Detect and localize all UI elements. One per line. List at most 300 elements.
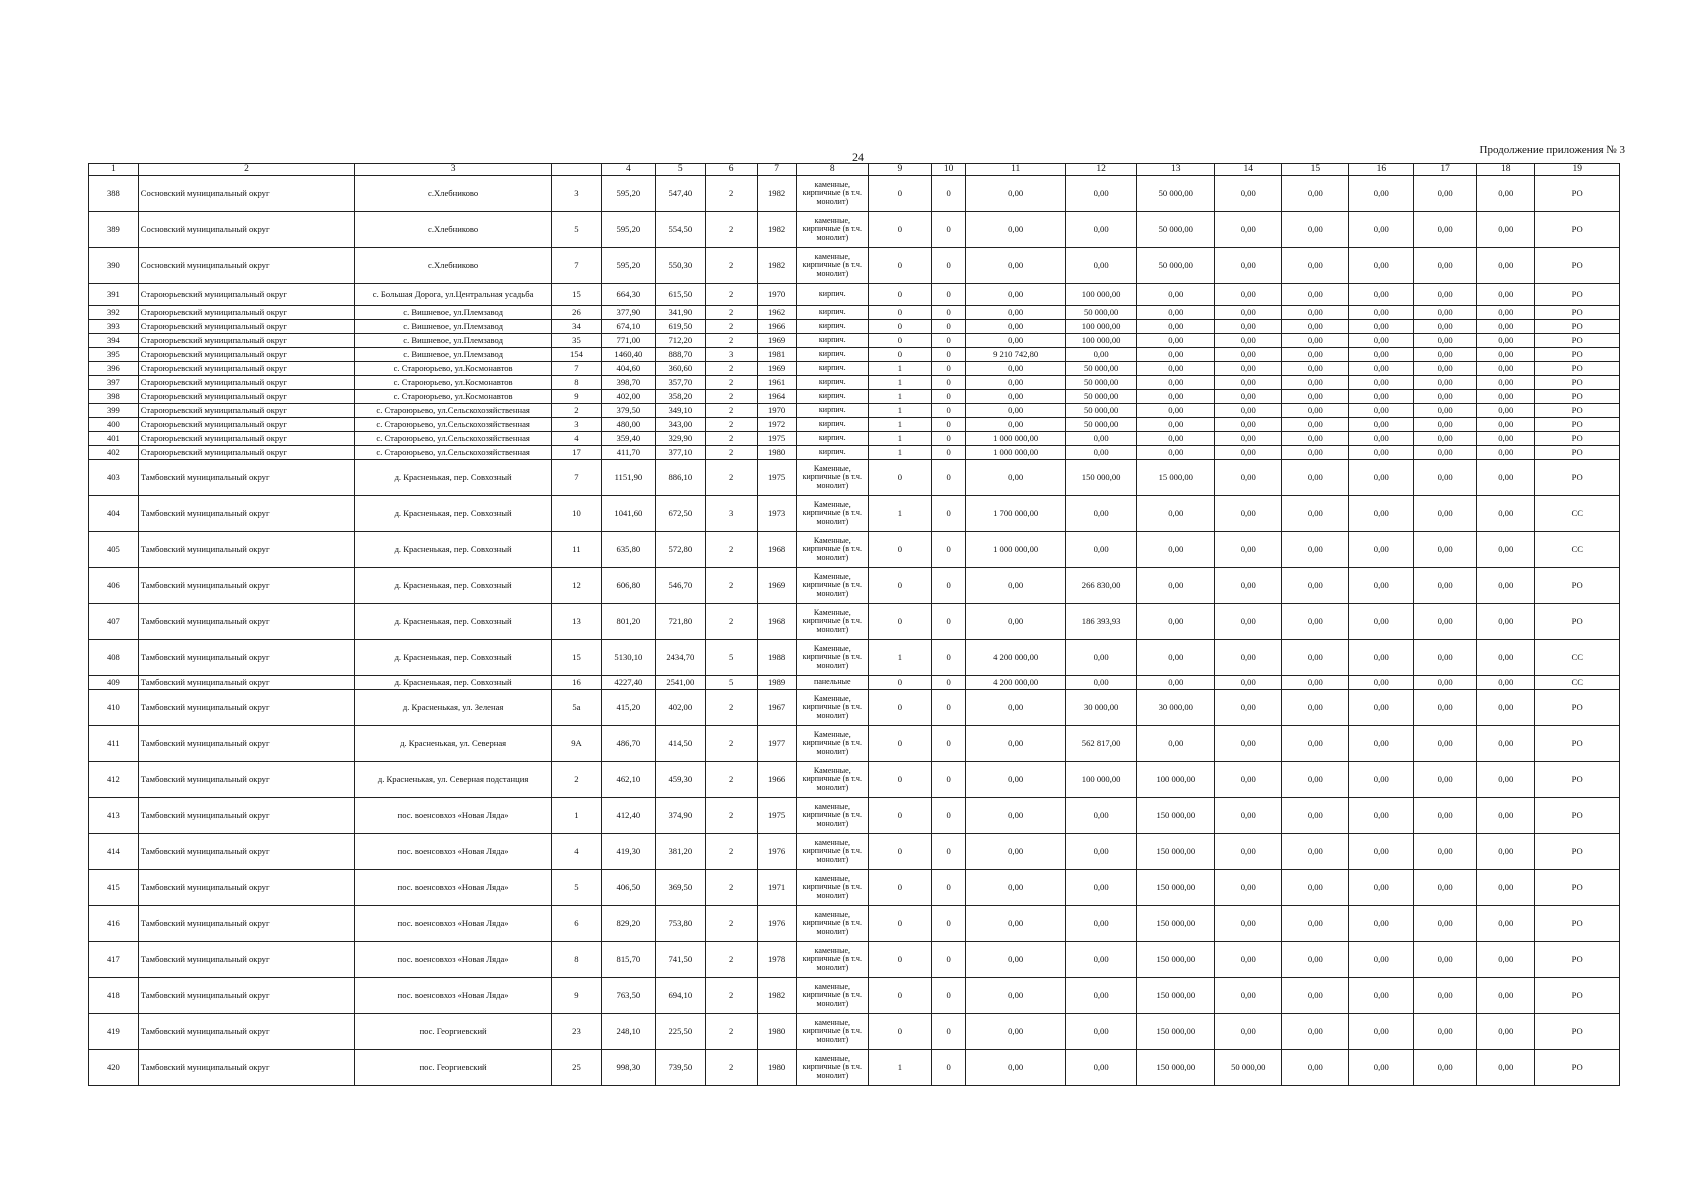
row-number-cell: 405 — [89, 532, 139, 568]
house-number-cell: 7 — [552, 362, 602, 376]
year-built-cell: 1977 — [757, 726, 796, 762]
floors-cell: 2 — [705, 942, 757, 978]
col-15-cell: 0,00 — [1282, 460, 1349, 496]
col-18-cell: 0,00 — [1477, 726, 1535, 762]
wall-material-cell: каменные, кирпичные (в т.ч. монолит) — [796, 906, 868, 942]
year-built-cell: 1970 — [757, 404, 796, 418]
living-area-cell: 343,00 — [655, 418, 705, 432]
col-19-cell: РО — [1535, 404, 1620, 418]
column-header: 10 — [931, 164, 966, 176]
col-16-cell: 0,00 — [1349, 1014, 1414, 1050]
col-13-cell: 0,00 — [1137, 418, 1215, 432]
col-12-cell: 0,00 — [1065, 870, 1136, 906]
col-18-cell: 0,00 — [1477, 532, 1535, 568]
col-15-cell: 0,00 — [1282, 248, 1349, 284]
table-row — [89, 906, 1620, 942]
year-built-cell: 1966 — [757, 320, 796, 334]
table-row — [89, 334, 1620, 348]
living-area-cell: 369,50 — [655, 870, 705, 906]
total-area-cell: 406,50 — [601, 870, 655, 906]
row-number-cell: 414 — [89, 834, 139, 870]
col-13-cell: 150 000,00 — [1137, 1050, 1215, 1086]
floors-cell: 5 — [705, 640, 757, 676]
address-cell: пос. военсовхоз «Новая Ляда» — [355, 978, 552, 1014]
col-17-cell: 0,00 — [1414, 418, 1477, 432]
col-11-cell: 4 200 000,00 — [966, 676, 1066, 690]
house-number-cell: 34 — [552, 320, 602, 334]
col-19-cell: РО — [1535, 726, 1620, 762]
col-11-cell: 0,00 — [966, 390, 1066, 404]
col-19-cell: РО — [1535, 176, 1620, 212]
row-number-cell: 397 — [89, 376, 139, 390]
municipal-district-cell: Сосновский муниципальный округ — [138, 212, 354, 248]
col-14-cell: 0,00 — [1215, 404, 1282, 418]
col-18-cell: 0,00 — [1477, 640, 1535, 676]
col-15-cell: 0,00 — [1282, 726, 1349, 762]
row-number-cell: 398 — [89, 390, 139, 404]
total-area-cell: 1041,60 — [601, 496, 655, 532]
living-area-cell: 2434,70 — [655, 640, 705, 676]
column-header: 4 — [601, 164, 655, 176]
col-15-cell: 0,00 — [1282, 404, 1349, 418]
house-number-cell: 7 — [552, 460, 602, 496]
row-number-cell: 389 — [89, 212, 139, 248]
col-16-cell: 0,00 — [1349, 906, 1414, 942]
col-19-cell: РО — [1535, 978, 1620, 1014]
col-10-cell: 0 — [931, 176, 966, 212]
col-19-cell: РО — [1535, 376, 1620, 390]
row-number-cell: 420 — [89, 1050, 139, 1086]
total-area-cell: 635,80 — [601, 532, 655, 568]
living-area-cell: 694,10 — [655, 978, 705, 1014]
col-13-cell: 0,00 — [1137, 362, 1215, 376]
floors-cell: 2 — [705, 460, 757, 496]
col-18-cell: 0,00 — [1477, 870, 1535, 906]
living-area-cell: 357,70 — [655, 376, 705, 390]
col-12-cell: 0,00 — [1065, 446, 1136, 460]
col-11-cell: 0,00 — [966, 212, 1066, 248]
year-built-cell: 1982 — [757, 978, 796, 1014]
wall-material-cell: каменные, кирпичные (в т.ч. монолит) — [796, 834, 868, 870]
house-number-cell: 8 — [552, 942, 602, 978]
address-cell: д. Красненькая, ул. Северная подстанция — [355, 762, 552, 798]
house-number-cell: 9А — [552, 726, 602, 762]
col-19-cell: РО — [1535, 212, 1620, 248]
col-10-cell: 0 — [931, 432, 966, 446]
house-number-cell: 26 — [552, 306, 602, 320]
col-14-cell: 0,00 — [1215, 568, 1282, 604]
col-19-cell: РО — [1535, 834, 1620, 870]
wall-material-cell: кирпич. — [796, 404, 868, 418]
col-9-cell: 1 — [869, 1050, 932, 1086]
col-9-cell: 1 — [869, 496, 932, 532]
table-row — [89, 496, 1620, 532]
year-built-cell: 1988 — [757, 640, 796, 676]
year-built-cell: 1978 — [757, 942, 796, 978]
col-18-cell: 0,00 — [1477, 834, 1535, 870]
col-15-cell: 0,00 — [1282, 176, 1349, 212]
col-13-cell: 0,00 — [1137, 676, 1215, 690]
col-16-cell: 0,00 — [1349, 418, 1414, 432]
col-15-cell: 0,00 — [1282, 446, 1349, 460]
column-header: 6 — [705, 164, 757, 176]
address-cell: пос. военсовхоз «Новая Ляда» — [355, 798, 552, 834]
col-15-cell: 0,00 — [1282, 212, 1349, 248]
year-built-cell: 1966 — [757, 762, 796, 798]
wall-material-cell: каменные, кирпичные (в т.ч. монолит) — [796, 176, 868, 212]
col-19-cell: РО — [1535, 284, 1620, 306]
col-9-cell: 0 — [869, 834, 932, 870]
col-19-cell: РО — [1535, 390, 1620, 404]
total-area-cell: 998,30 — [601, 1050, 655, 1086]
living-area-cell: 414,50 — [655, 726, 705, 762]
col-10-cell: 0 — [931, 690, 966, 726]
year-built-cell: 1964 — [757, 390, 796, 404]
col-14-cell: 50 000,00 — [1215, 1050, 1282, 1086]
total-area-cell: 664,30 — [601, 284, 655, 306]
municipal-district-cell: Староюрьевский муниципальный округ — [138, 320, 354, 334]
col-14-cell: 0,00 — [1215, 978, 1282, 1014]
col-13-cell: 15 000,00 — [1137, 460, 1215, 496]
col-16-cell: 0,00 — [1349, 348, 1414, 362]
col-15-cell: 0,00 — [1282, 978, 1349, 1014]
house-number-cell: 12 — [552, 568, 602, 604]
col-14-cell: 0,00 — [1215, 762, 1282, 798]
col-11-cell: 0,00 — [966, 284, 1066, 306]
col-14-cell: 0,00 — [1215, 676, 1282, 690]
col-16-cell: 0,00 — [1349, 404, 1414, 418]
col-14-cell: 0,00 — [1215, 390, 1282, 404]
municipal-district-cell: Тамбовский муниципальный округ — [138, 762, 354, 798]
address-cell: пос. военсовхоз «Новая Ляда» — [355, 834, 552, 870]
col-10-cell: 0 — [931, 376, 966, 390]
col-11-cell: 0,00 — [966, 726, 1066, 762]
living-area-cell: 341,90 — [655, 306, 705, 320]
col-19-cell: РО — [1535, 906, 1620, 942]
col-17-cell: 0,00 — [1414, 870, 1477, 906]
col-19-cell: РО — [1535, 418, 1620, 432]
wall-material-cell: Каменные, кирпичные (в т.ч. монолит) — [796, 690, 868, 726]
col-18-cell: 0,00 — [1477, 496, 1535, 532]
col-12-cell: 30 000,00 — [1065, 690, 1136, 726]
floors-cell: 2 — [705, 334, 757, 348]
table-row — [89, 640, 1620, 676]
row-number-cell: 418 — [89, 978, 139, 1014]
municipal-district-cell: Тамбовский муниципальный округ — [138, 834, 354, 870]
col-13-cell: 0,00 — [1137, 348, 1215, 362]
col-14-cell: 0,00 — [1215, 212, 1282, 248]
col-9-cell: 0 — [869, 1014, 932, 1050]
living-area-cell: 329,90 — [655, 432, 705, 446]
total-area-cell: 462,10 — [601, 762, 655, 798]
col-19-cell: РО — [1535, 1014, 1620, 1050]
table-row — [89, 690, 1620, 726]
col-19-cell: РО — [1535, 306, 1620, 320]
col-9-cell: 0 — [869, 348, 932, 362]
address-cell: с. Староюрьево, ул.Сельскохозяйственная — [355, 404, 552, 418]
wall-material-cell: каменные, кирпичные (в т.ч. монолит) — [796, 942, 868, 978]
municipal-district-cell: Староюрьевский муниципальный округ — [138, 362, 354, 376]
col-11-cell: 1 000 000,00 — [966, 446, 1066, 460]
col-11-cell: 1 700 000,00 — [966, 496, 1066, 532]
living-area-cell: 739,50 — [655, 1050, 705, 1086]
row-number-cell: 395 — [89, 348, 139, 362]
col-12-cell: 0,00 — [1065, 248, 1136, 284]
col-13-cell: 0,00 — [1137, 404, 1215, 418]
address-cell: д. Красненькая, пер. Совхозный — [355, 460, 552, 496]
wall-material-cell: кирпич. — [796, 432, 868, 446]
col-18-cell: 0,00 — [1477, 390, 1535, 404]
col-16-cell: 0,00 — [1349, 942, 1414, 978]
year-built-cell: 1970 — [757, 284, 796, 306]
col-12-cell: 0,00 — [1065, 496, 1136, 532]
wall-material-cell: кирпич. — [796, 306, 868, 320]
col-13-cell: 100 000,00 — [1137, 762, 1215, 798]
col-17-cell: 0,00 — [1414, 978, 1477, 1014]
col-14-cell: 0,00 — [1215, 906, 1282, 942]
col-11-cell: 0,00 — [966, 460, 1066, 496]
col-11-cell: 0,00 — [966, 320, 1066, 334]
col-16-cell: 0,00 — [1349, 320, 1414, 334]
house-number-cell: 2 — [552, 762, 602, 798]
house-number-cell: 23 — [552, 1014, 602, 1050]
col-17-cell: 0,00 — [1414, 348, 1477, 362]
col-12-cell: 0,00 — [1065, 640, 1136, 676]
total-area-cell: 480,00 — [601, 418, 655, 432]
col-12-cell: 0,00 — [1065, 176, 1136, 212]
col-9-cell: 0 — [869, 284, 932, 306]
living-area-cell: 377,10 — [655, 446, 705, 460]
col-11-cell: 0,00 — [966, 1014, 1066, 1050]
table-row — [89, 390, 1620, 404]
table-row — [89, 418, 1620, 432]
table-row — [89, 212, 1620, 248]
col-17-cell: 0,00 — [1414, 432, 1477, 446]
living-area-cell: 360,60 — [655, 362, 705, 376]
total-area-cell: 402,00 — [601, 390, 655, 404]
year-built-cell: 1968 — [757, 532, 796, 568]
municipal-district-cell: Тамбовский муниципальный округ — [138, 726, 354, 762]
total-area-cell: 5130,10 — [601, 640, 655, 676]
total-area-cell: 595,20 — [601, 248, 655, 284]
living-area-cell: 721,80 — [655, 604, 705, 640]
row-number-cell: 408 — [89, 640, 139, 676]
col-14-cell: 0,00 — [1215, 306, 1282, 320]
col-18-cell: 0,00 — [1477, 348, 1535, 362]
col-9-cell: 0 — [869, 248, 932, 284]
wall-material-cell: каменные, кирпичные (в т.ч. монолит) — [796, 798, 868, 834]
col-13-cell: 0,00 — [1137, 390, 1215, 404]
col-18-cell: 0,00 — [1477, 762, 1535, 798]
col-17-cell: 0,00 — [1414, 376, 1477, 390]
wall-material-cell: кирпич. — [796, 284, 868, 306]
wall-material-cell: Каменные, кирпичные (в т.ч. монолит) — [796, 604, 868, 640]
col-18-cell: 0,00 — [1477, 798, 1535, 834]
col-13-cell: 0,00 — [1137, 604, 1215, 640]
col-9-cell: 0 — [869, 870, 932, 906]
year-built-cell: 1982 — [757, 248, 796, 284]
year-built-cell: 1962 — [757, 306, 796, 320]
address-cell: с. Староюрьево, ул.Космонавтов — [355, 362, 552, 376]
municipal-district-cell: Тамбовский муниципальный округ — [138, 1050, 354, 1086]
total-area-cell: 674,10 — [601, 320, 655, 334]
year-built-cell: 1976 — [757, 906, 796, 942]
col-19-cell: РО — [1535, 362, 1620, 376]
col-17-cell: 0,00 — [1414, 676, 1477, 690]
floors-cell: 2 — [705, 690, 757, 726]
col-10-cell: 0 — [931, 676, 966, 690]
municipal-district-cell: Староюрьевский муниципальный округ — [138, 404, 354, 418]
house-number-cell: 3 — [552, 418, 602, 432]
col-14-cell: 0,00 — [1215, 248, 1282, 284]
col-16-cell: 0,00 — [1349, 568, 1414, 604]
house-number-cell: 1 — [552, 798, 602, 834]
address-cell: с. Староюрьево, ул.Космонавтов — [355, 390, 552, 404]
year-built-cell: 1980 — [757, 1014, 796, 1050]
row-number-cell: 412 — [89, 762, 139, 798]
col-14-cell: 0,00 — [1215, 1014, 1282, 1050]
col-11-cell: 0,00 — [966, 334, 1066, 348]
wall-material-cell: Каменные, кирпичные (в т.ч. монолит) — [796, 640, 868, 676]
total-area-cell: 595,20 — [601, 176, 655, 212]
wall-material-cell: панельные — [796, 676, 868, 690]
col-13-cell: 150 000,00 — [1137, 870, 1215, 906]
col-13-cell: 50 000,00 — [1137, 176, 1215, 212]
municipal-district-cell: Староюрьевский муниципальный округ — [138, 334, 354, 348]
address-cell: д. Красненькая, пер. Совхозный — [355, 568, 552, 604]
table-row — [89, 942, 1620, 978]
col-10-cell: 0 — [931, 942, 966, 978]
col-17-cell: 0,00 — [1414, 568, 1477, 604]
col-10-cell: 0 — [931, 1014, 966, 1050]
col-10-cell: 0 — [931, 640, 966, 676]
col-17-cell: 0,00 — [1414, 690, 1477, 726]
continuation-note: Продолжение приложения № 3 — [1479, 144, 1625, 156]
col-12-cell: 100 000,00 — [1065, 284, 1136, 306]
col-18-cell: 0,00 — [1477, 376, 1535, 390]
col-10-cell: 0 — [931, 568, 966, 604]
col-15-cell: 0,00 — [1282, 690, 1349, 726]
col-12-cell: 100 000,00 — [1065, 762, 1136, 798]
col-18-cell: 0,00 — [1477, 176, 1535, 212]
total-area-cell: 412,40 — [601, 798, 655, 834]
address-cell: с. Староюрьево, ул.Сельскохозяйственная — [355, 418, 552, 432]
floors-cell: 2 — [705, 376, 757, 390]
col-16-cell: 0,00 — [1349, 834, 1414, 870]
col-10-cell: 0 — [931, 248, 966, 284]
house-number-cell: 5а — [552, 690, 602, 726]
col-13-cell: 0,00 — [1137, 334, 1215, 348]
col-16-cell: 0,00 — [1349, 362, 1414, 376]
total-area-cell: 595,20 — [601, 212, 655, 248]
floors-cell: 2 — [705, 870, 757, 906]
floors-cell: 2 — [705, 212, 757, 248]
table-row — [89, 176, 1620, 212]
col-19-cell: РО — [1535, 690, 1620, 726]
row-number-cell: 399 — [89, 404, 139, 418]
col-15-cell: 0,00 — [1282, 418, 1349, 432]
living-area-cell: 402,00 — [655, 690, 705, 726]
col-18-cell: 0,00 — [1477, 248, 1535, 284]
floors-cell: 2 — [705, 726, 757, 762]
address-cell: д. Красненькая, пер. Совхозный — [355, 532, 552, 568]
col-18-cell: 0,00 — [1477, 418, 1535, 432]
col-19-cell: РО — [1535, 604, 1620, 640]
col-14-cell: 0,00 — [1215, 726, 1282, 762]
address-cell: с. Вишневое, ул.Племзавод — [355, 320, 552, 334]
col-12-cell: 150 000,00 — [1065, 460, 1136, 496]
col-9-cell: 0 — [869, 604, 932, 640]
municipal-district-cell: Тамбовский муниципальный округ — [138, 942, 354, 978]
col-9-cell: 0 — [869, 676, 932, 690]
col-14-cell: 0,00 — [1215, 460, 1282, 496]
table-row — [89, 834, 1620, 870]
col-16-cell: 0,00 — [1349, 176, 1414, 212]
column-header: 15 — [1282, 164, 1349, 176]
table-row — [89, 306, 1620, 320]
col-14-cell: 0,00 — [1215, 446, 1282, 460]
col-9-cell: 0 — [869, 942, 932, 978]
col-10-cell: 0 — [931, 390, 966, 404]
total-area-cell: 4227,40 — [601, 676, 655, 690]
total-area-cell: 248,10 — [601, 1014, 655, 1050]
col-16-cell: 0,00 — [1349, 1050, 1414, 1086]
total-area-cell: 1460,40 — [601, 348, 655, 362]
col-13-cell: 150 000,00 — [1137, 1014, 1215, 1050]
col-15-cell: 0,00 — [1282, 306, 1349, 320]
table-row — [89, 348, 1620, 362]
col-12-cell: 50 000,00 — [1065, 362, 1136, 376]
col-19-cell: РО — [1535, 432, 1620, 446]
floors-cell: 2 — [705, 432, 757, 446]
floors-cell: 5 — [705, 676, 757, 690]
col-10-cell: 0 — [931, 460, 966, 496]
municipal-district-cell: Тамбовский муниципальный округ — [138, 496, 354, 532]
house-number-cell: 17 — [552, 446, 602, 460]
col-13-cell: 150 000,00 — [1137, 834, 1215, 870]
col-17-cell: 0,00 — [1414, 248, 1477, 284]
col-10-cell: 0 — [931, 404, 966, 418]
address-cell: с.Хлебниково — [355, 212, 552, 248]
col-17-cell: 0,00 — [1414, 640, 1477, 676]
col-18-cell: 0,00 — [1477, 1050, 1535, 1086]
address-cell: д. Красненькая, ул. Зеленая — [355, 690, 552, 726]
col-13-cell: 0,00 — [1137, 376, 1215, 390]
col-19-cell: СС — [1535, 496, 1620, 532]
col-16-cell: 0,00 — [1349, 690, 1414, 726]
row-number-cell: 390 — [89, 248, 139, 284]
floors-cell: 2 — [705, 532, 757, 568]
col-12-cell: 50 000,00 — [1065, 390, 1136, 404]
col-16-cell: 0,00 — [1349, 762, 1414, 798]
col-18-cell: 0,00 — [1477, 446, 1535, 460]
col-9-cell: 0 — [869, 690, 932, 726]
col-16-cell: 0,00 — [1349, 798, 1414, 834]
floors-cell: 2 — [705, 176, 757, 212]
row-number-cell: 403 — [89, 460, 139, 496]
year-built-cell: 1967 — [757, 690, 796, 726]
col-19-cell: РО — [1535, 870, 1620, 906]
floors-cell: 2 — [705, 978, 757, 1014]
col-18-cell: 0,00 — [1477, 284, 1535, 306]
col-9-cell: 1 — [869, 404, 932, 418]
col-15-cell: 0,00 — [1282, 604, 1349, 640]
col-15-cell: 0,00 — [1282, 942, 1349, 978]
municipal-district-cell: Тамбовский муниципальный округ — [138, 690, 354, 726]
row-number-cell: 417 — [89, 942, 139, 978]
year-built-cell: 1975 — [757, 798, 796, 834]
col-9-cell: 0 — [869, 306, 932, 320]
